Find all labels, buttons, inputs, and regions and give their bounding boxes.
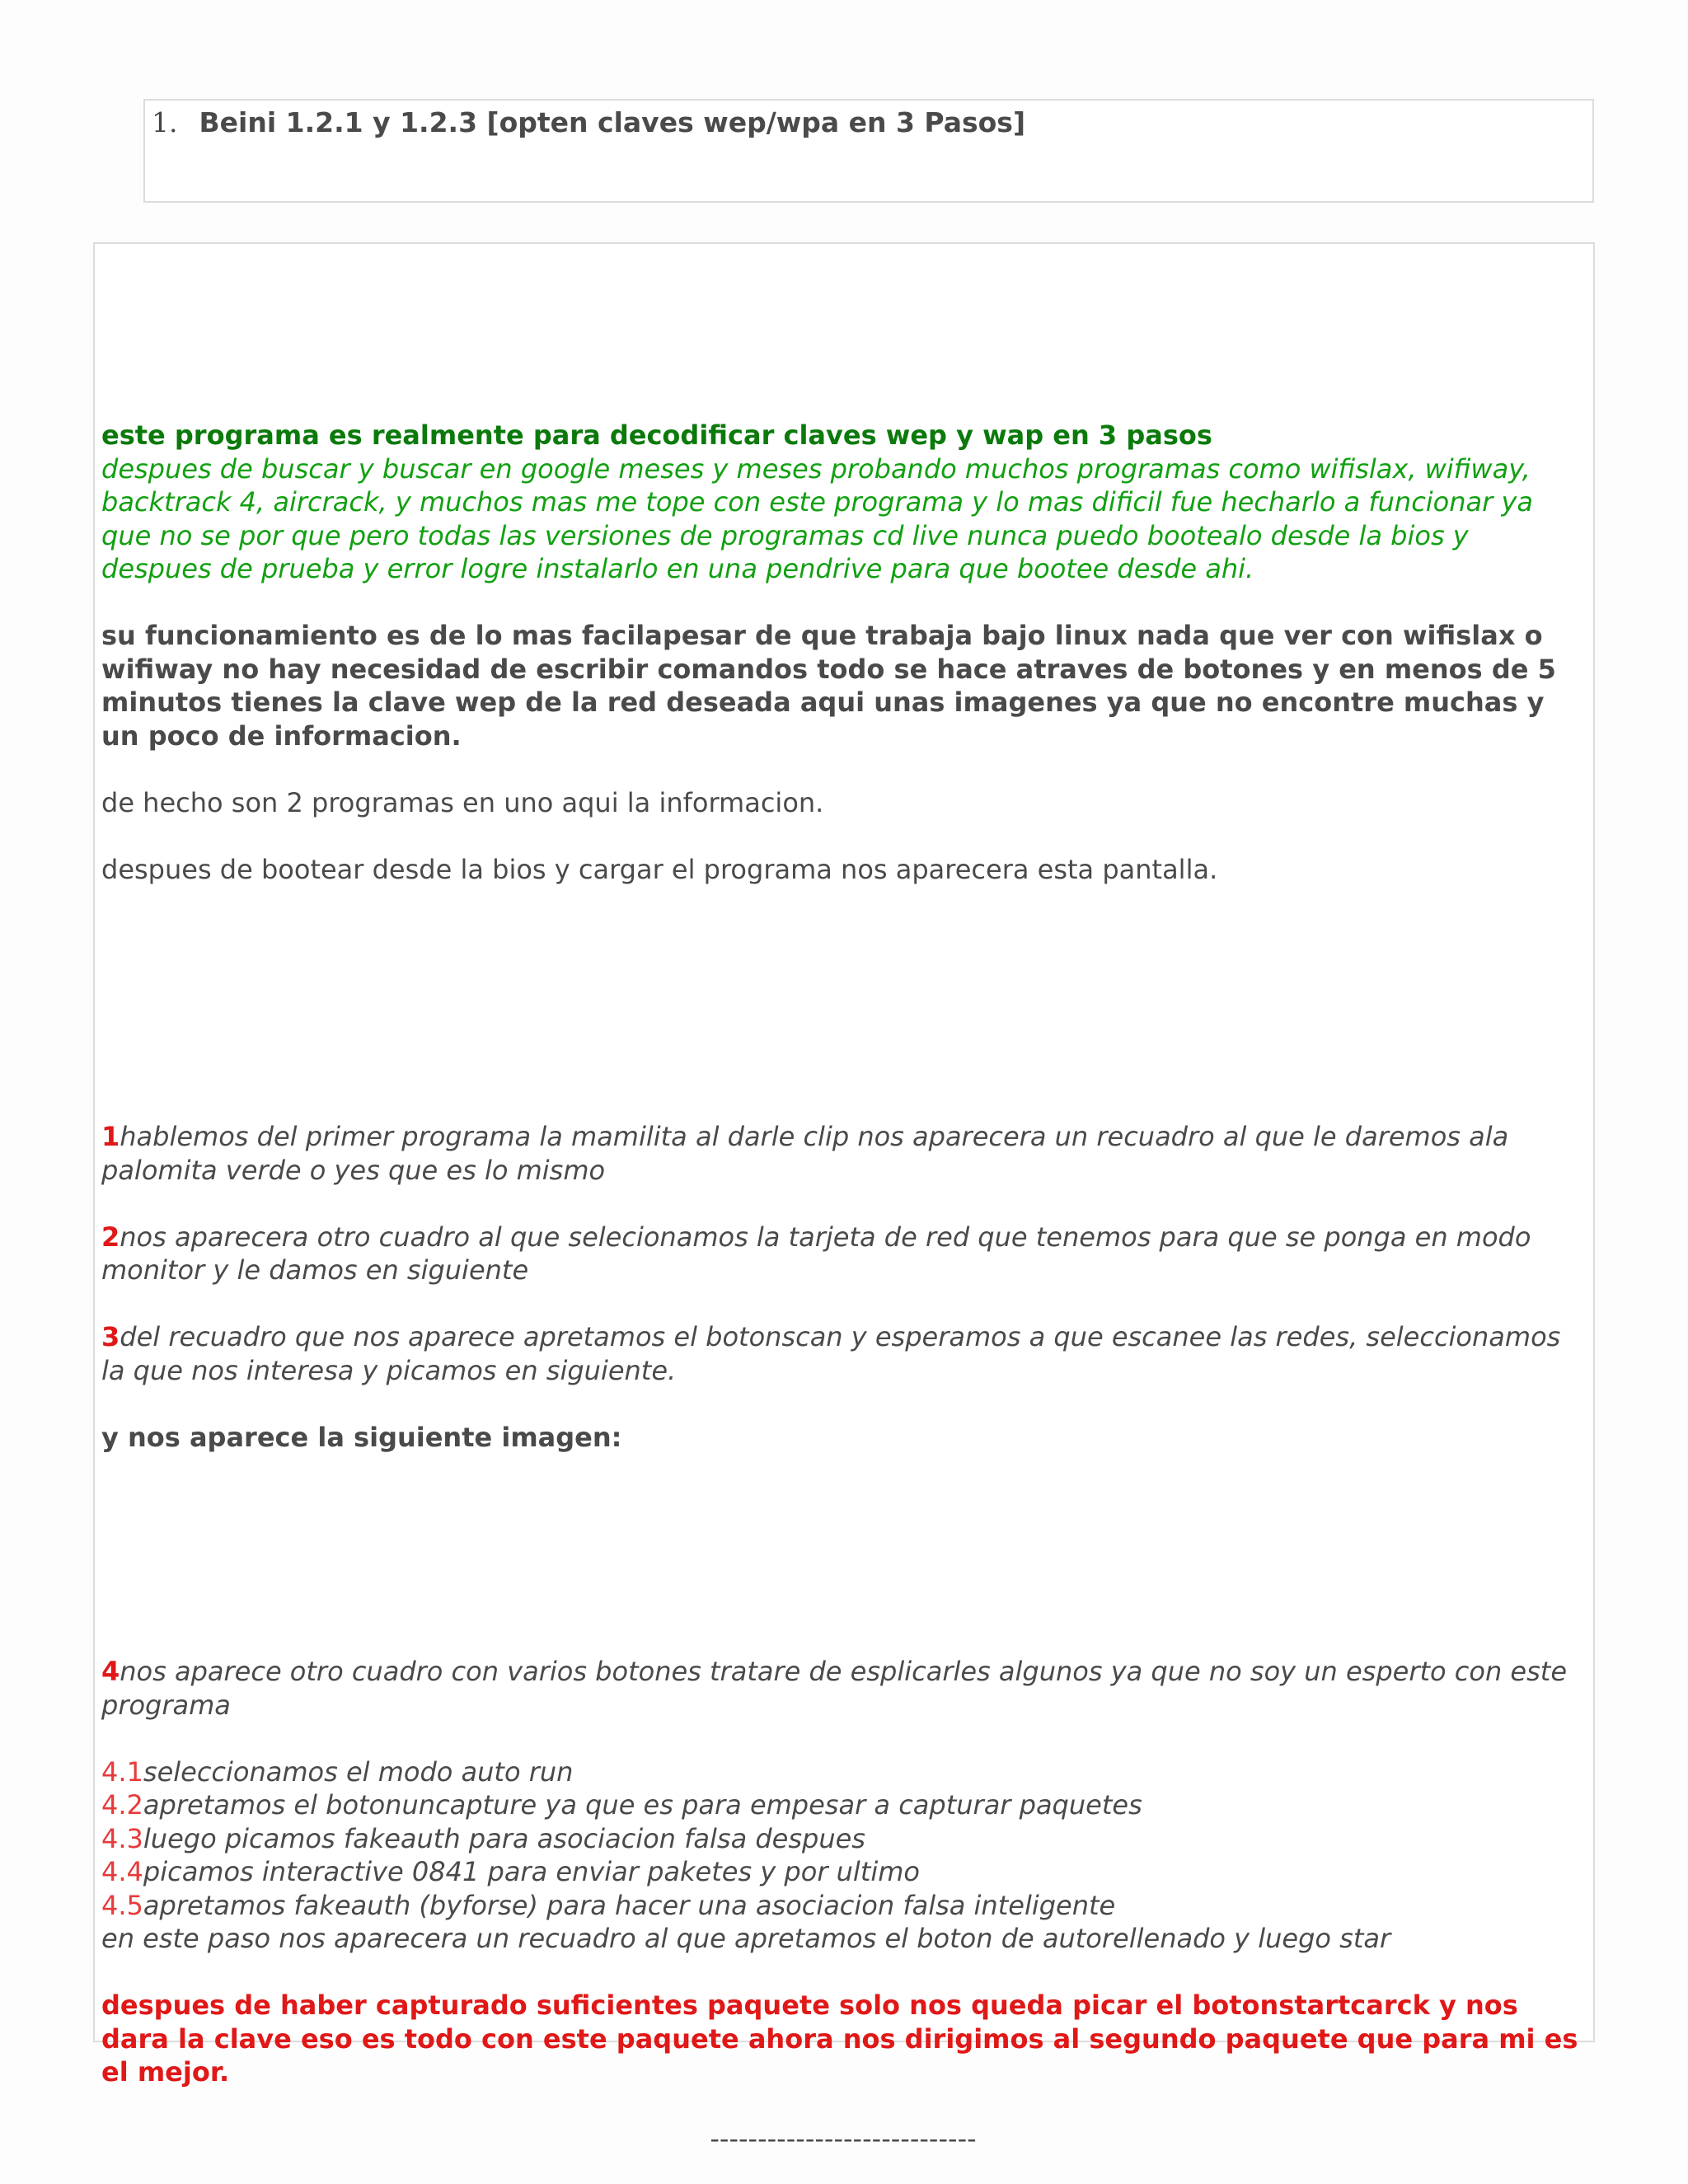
image-placeholder-2 (101, 1454, 1585, 1655)
post-content-box (93, 242, 1595, 2154)
step-number: 1 (101, 1121, 120, 1152)
substep-4-4 (101, 1855, 1585, 1889)
paso-final: en este paso nos aparecera un recuadro al que apretamos el boton de autorellenado y luego star (101, 1923, 1391, 1954)
substep-4-2 (101, 1788, 1585, 1822)
list-number: 1. (152, 106, 178, 138)
step-4 (101, 1655, 1585, 1722)
intro-body: despues de buscar y buscar en google meses y meses probando muchos programas como wifislax, wifiway, backtrack 4, aircrack, y muchos mas me tope con este programa y lo mas dificil fue hecharlo a funcionar ya que no se por que pero todas las versiones de programas cd live nunca puedo bootealo desde la bios y despues de prueba y error logre instalarlo en una pendrive para que bootee desde ahi. (101, 452, 1534, 584)
substep-number: 4.3 (101, 1822, 143, 1854)
substep-text: apretamos el botonuncapture ya que es para empesar a capturar paquetes (143, 1789, 1142, 1821)
step-1 (101, 1120, 1585, 1187)
funcionamiento-paragraph: su funcionamiento es de lo mas facilapesar de que trabaja bajo linux nada que ver con wifislax o wifiway no hay necesidad de escribir comandos todo se hace atraves de botones y en menos de 5 minutos tienes la clave wep de la red deseada aqui unas imagenes ya que no encontre muchas y un poco de informacion. (101, 620, 1556, 752)
substep-4-1 (101, 1755, 1585, 1789)
dos-programas-paragraph: de hecho son 2 programas en uno aqui la informacion. (101, 786, 824, 818)
substep-text: luego picamos fakeauth para asociacion falsa despues (143, 1822, 865, 1854)
step-text: nos aparecera otro cuadro al que selecionamos la tarjeta de red que tenemos para que se ponga en modo monitor y le damos en siguiente (101, 1221, 1531, 1286)
intro-heading: este programa es realmente para decodificar claves wep y wap en 3 pasos (101, 419, 1212, 451)
step-number: 4 (101, 1656, 120, 1687)
substep-number: 4.4 (101, 1856, 143, 1887)
siguiente-imagen-label: y nos aparece la siguiente imagen: (101, 1421, 622, 1453)
substep-4-5 (101, 1889, 1585, 1923)
substep-text: apretamos fakeauth (byforse) para hacer una asociacion falsa inteligente (143, 1889, 1116, 1921)
substep-number: 4.5 (101, 1889, 143, 1921)
step-number: 3 (101, 1321, 120, 1352)
substep-text: seleccionamos el modo auto run (143, 1755, 574, 1788)
bootear-paragraph: despues de bootear desde la bios y cargar el programa nos aparecera esta pantalla. (101, 853, 1218, 885)
substep-text: picamos interactive 0841 para enviar paketes y por ultimo (143, 1856, 920, 1887)
substep-number: 4.1 (101, 1755, 143, 1788)
step-number: 2 (101, 1221, 120, 1253)
post-title[interactable]: Beini 1.2.1 y 1.2.3 [opten claves wep/wpa en 3 Pasos] (199, 106, 1026, 138)
step-text: nos aparece otro cuadro con varios botones tratare de esplicarles algunos ya que no soy un esperto con este programa (101, 1656, 1568, 1721)
post-title-box (143, 99, 1594, 203)
step-3 (101, 1320, 1585, 1387)
post-title-line (152, 105, 1025, 140)
conclusion-paragraph: despues de haber capturado suficientes paquete solo nos queda picar el botonstartcarck y nos dara la clave eso es todo con este paquete ahora nos dirigimos al segundo paquete que para mi es el mejor. (101, 1990, 1578, 2088)
step-2 (101, 1221, 1585, 1287)
substep-4-3 (101, 1822, 1585, 1856)
step-text: hablemos del primer programa la mamilita al darle clip nos aparecera un recuadro al que le daremos ala palomita verde o yes que es lo mismo (101, 1121, 1509, 1186)
post-body (101, 419, 1585, 2156)
divider-line: ---------------------------- (710, 2123, 977, 2154)
substep-number: 4.2 (101, 1789, 143, 1821)
step-text: del recuadro que nos aparece apretamos el botonscan y esperamos a que escanee las redes, seleccionamos la que nos interesa y picamos en siguiente. (101, 1321, 1561, 1386)
image-placeholder-1 (101, 886, 1585, 1120)
